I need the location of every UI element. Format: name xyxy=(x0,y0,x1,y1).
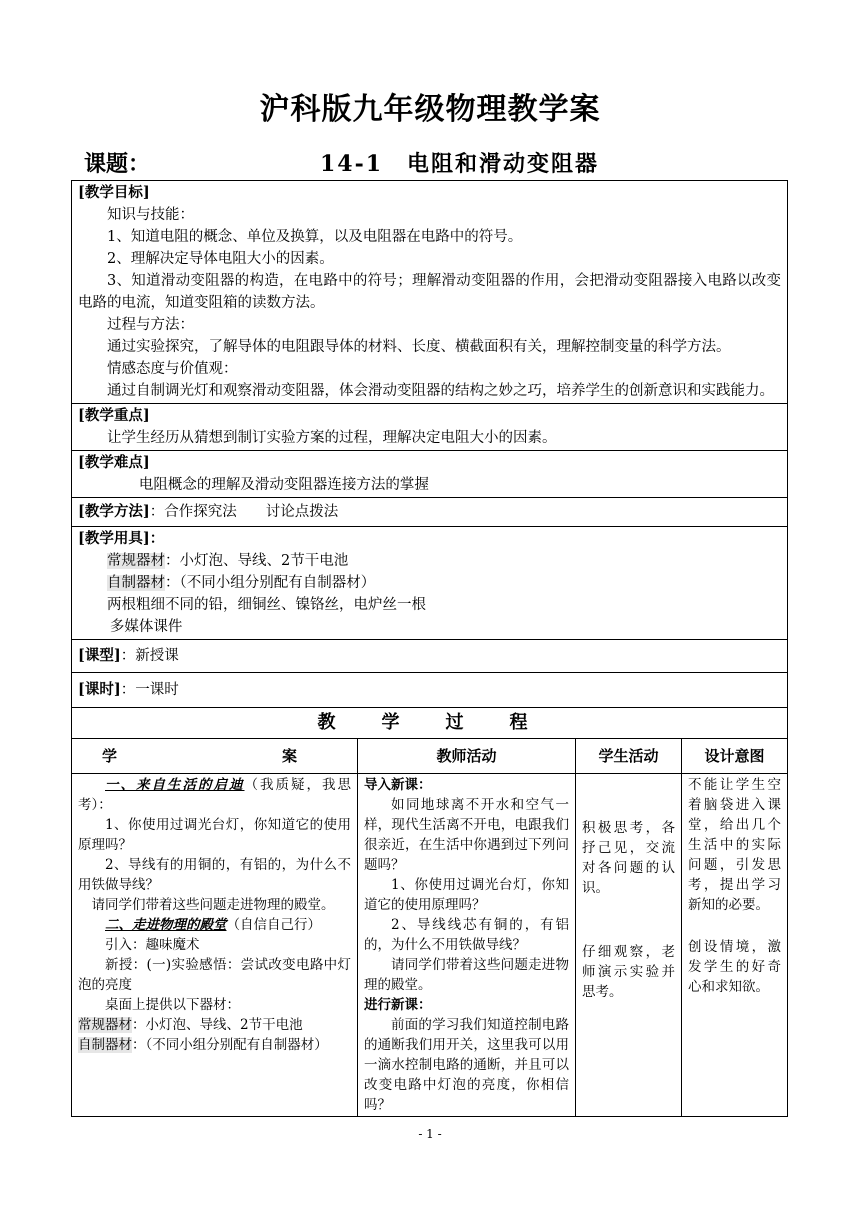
plan-question: 1、你使用过调光台灯，你知道它的使用原理吗？ xyxy=(78,817,351,853)
teacher-paragraph: 如同地球离不开水和空气一样，现代生活离不开电，电跟我们很亲近，在生活中你遇到过下列问题吗？ xyxy=(364,797,569,873)
subject-label: 课题： xyxy=(84,151,151,177)
selfmade-equipment-label: 自制器材 xyxy=(107,575,165,591)
teacher-intro-label: 导入新课： xyxy=(364,777,432,793)
student-activity-cell xyxy=(576,774,682,1117)
knowledge-label: 知识与技能： xyxy=(107,207,194,223)
student-activity-text: 仔细观察，老师演示实验并思考。 xyxy=(582,944,675,1000)
key-point-text: 让学生经历从猜想到制订实验方案的过程，理解决定电阻大小的因素。 xyxy=(107,430,557,446)
objectives-row xyxy=(72,181,788,404)
knowledge-item: 3、知道滑动变阻器的构造，在电路中的符号；理解滑动变阻器的作用，会把滑动变阻器接入电路以改变电路的电流，知道变阻箱的读数方法。 xyxy=(78,273,782,311)
method-row xyxy=(72,498,788,527)
process-title: 教 学 过 程 xyxy=(72,708,788,739)
key-point-row xyxy=(72,404,788,451)
document-title: 沪科版九年级物理教学案 xyxy=(259,92,601,127)
teacher-new-label: 进行新课： xyxy=(364,997,432,1013)
section-two-suffix: （自信自己行） xyxy=(226,917,321,933)
regular-equipment-label: 常规器材 xyxy=(107,553,165,569)
teacher-paragraph: 前面的学习我们知道控制电路的通断我们用开关，这里我可以用一滴水控制电路的通断，并且可以改变电路中灯泡的亮度，你相信吗？ xyxy=(364,1017,569,1113)
plan-selfmade-label: 自制器材 xyxy=(78,1037,132,1053)
column-header: 学生活动 xyxy=(576,739,682,774)
method-text: ：合作探究法 讨论点拨法 xyxy=(149,504,339,520)
lesson-type-row xyxy=(72,640,788,673)
tools-line: 多媒体课件 xyxy=(109,619,183,635)
student-activity-text: 积极思考，各抒己见，交流对各问题的认识。 xyxy=(582,820,675,896)
section-two-title: 二、走进物理的殿堂 xyxy=(105,917,227,933)
process-column-header xyxy=(72,739,788,774)
knowledge-item: 1、知道电阻的概念、单位及换算，以及电阻器在电路中的符号。 xyxy=(107,229,523,245)
plan-question: 2、导线有的用铜的，有铝的，为什么不用铁做导线？ xyxy=(78,857,351,893)
plan-regular-label: 常规器材 xyxy=(78,1017,132,1033)
section-one-suffix: （我质疑，我思考）： xyxy=(78,777,351,813)
section-one-title: 一、来自生活的启迪 xyxy=(105,777,245,793)
page-number: - 1 - xyxy=(418,1127,442,1141)
plan-prompt: 请同学们带着这些问题走进物理的殿堂。 xyxy=(91,897,335,913)
plan-selfmade-text: ：（不同小组分别配有自制器材） xyxy=(132,1037,328,1053)
method-heading: [教学方法] xyxy=(78,503,150,520)
design-intent-text: 不能让学生空着脑袋进入课堂，给出几个生活中的实际问题，引发思考，提出学习新知的必要。 xyxy=(688,777,782,913)
lesson-type-heading: [课型] xyxy=(78,647,121,664)
difficulty-row xyxy=(72,451,788,498)
knowledge-item: 2、理解决定导体电阻大小的因素。 xyxy=(107,251,334,267)
lesson-time-text: ：一课时 xyxy=(120,682,179,698)
lesson-time-heading: [课时] xyxy=(78,681,121,698)
process-content-row xyxy=(72,774,788,1117)
tools-line: 两根粗细不同的铅，细铜丝、镍铬丝，电炉丝一根 xyxy=(107,597,426,613)
column-header: 设计意图 xyxy=(682,739,788,774)
teacher-activity-cell xyxy=(358,774,576,1117)
key-point-heading: [教学重点] xyxy=(78,407,150,424)
column-header: 学 案 xyxy=(72,739,358,774)
subject-title: 14-1 电阻和滑动变阻器 xyxy=(320,151,600,177)
study-plan-cell xyxy=(72,774,358,1117)
column-header: 教师活动 xyxy=(358,739,576,774)
process-title-row xyxy=(72,708,788,739)
attitude-label: 情感态度与价值观： xyxy=(107,361,238,377)
lesson-plan-table xyxy=(71,180,788,1117)
plan-desk-equipment: 桌面上提供以下器材： xyxy=(105,997,240,1013)
plan-regular-text: ：小灯泡、导线、2节干电池 xyxy=(132,1017,303,1033)
process-method-label: 过程与方法： xyxy=(107,317,194,333)
difficulty-text: 电阻概念的理解及滑动变阻器连接方法的掌握 xyxy=(138,477,429,493)
tools-heading: [教学用具]： xyxy=(78,530,165,547)
lesson-type-text: ：新授课 xyxy=(120,648,179,664)
lesson-time-row xyxy=(72,673,788,708)
objectives-heading: [教学目标] xyxy=(78,184,150,201)
difficulty-heading: [教学难点] xyxy=(78,454,150,471)
selfmade-equipment-text: ：（不同小组分别配有自制器材） xyxy=(165,575,376,591)
plan-new-teaching: 新授：(一)实验感悟：尝试改变电路中灯泡的亮度 xyxy=(78,957,351,993)
process-method-text: 通过实验探究，了解导体的电阻跟导体的材料、长度、横截面积有关，理解控制变量的科学方法。 xyxy=(107,339,731,355)
tools-row xyxy=(72,527,788,640)
design-intent-cell xyxy=(682,774,788,1117)
design-intent-text: 创设情境，激发学生的好奇心和求知欲。 xyxy=(688,939,782,995)
teacher-paragraph: 请同学们带着这些问题走进物理的殿堂。 xyxy=(364,957,569,993)
regular-equipment-text: ：小灯泡、导线、2节干电池 xyxy=(165,553,349,569)
teacher-paragraph: 2、导线线芯有铜的，有铝的，为什么不用铁做导线？ xyxy=(364,917,569,953)
attitude-text: 通过自制调光灯和观察滑动变阻器，体会滑动变阻器的结构之妙之巧，培养学生的创新意识和实践能力。 xyxy=(107,383,774,399)
teacher-paragraph: 1、你使用过调光台灯，你知道它的使用原理吗？ xyxy=(364,877,569,913)
plan-intro: 引入：趣味魔术 xyxy=(105,937,200,953)
